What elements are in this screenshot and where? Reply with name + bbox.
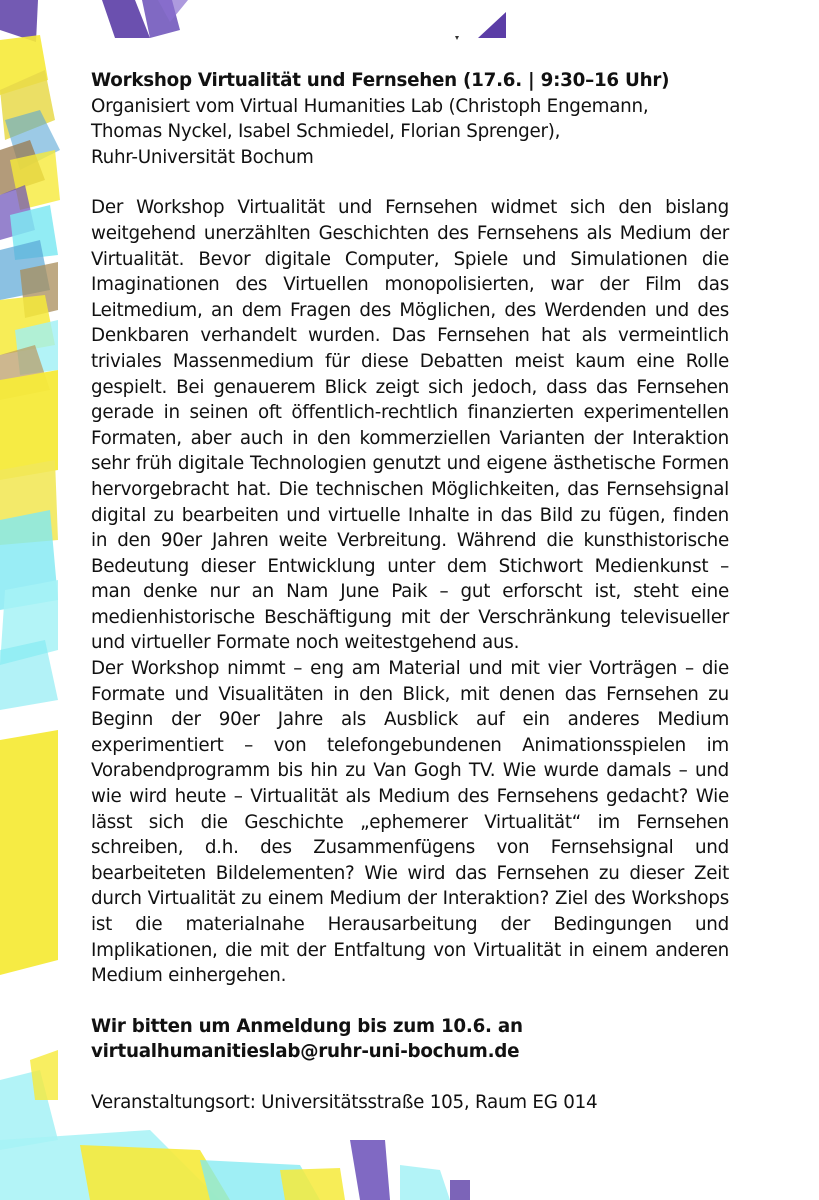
purple-shape xyxy=(350,1140,390,1200)
cyan-shape xyxy=(0,1130,220,1200)
yellow-shape xyxy=(30,1050,58,1100)
yellow-shape xyxy=(0,70,55,140)
yellow-shape xyxy=(0,35,48,95)
cyan-shape xyxy=(400,1165,450,1200)
organizers-line-3: Ruhr-Universität Bochum xyxy=(91,146,314,168)
cyan-shape xyxy=(10,205,58,260)
body-paragraph-2: Der Workshop nimmt – eng am Material und mit vier Vorträgen – die Formate und Visualitäten in den Blick, mit denen das Fernsehen zu Beginn der 90er Jahre als Ausblick auf ein anderes Medium experimentiert – von telefongebundenen Animationsspielen im Vorabendprogramm bis hin zu Van Gogh TV. Wie wurde damals – und wie wird heute – Virtualität als Medium des Fernsehens gedacht? Wie lässt sich die Geschichte „ephemerer Virtualität“ im Fernsehen schreiben, d.h. des Zusammenfügens von Fernsehsignal und bearbeiteten Bildelementen? Wie wird das Fernsehen zu dieser Zeit durch Virtualität zu einem Medium der Interaktion? Ziel des Workshops ist die materialnahe Herausarbeitung der Bedingungen und Implikationen, die mit der Entfaltung von Virtualität in einem anderen Medium einhergehen. xyxy=(91,658,729,987)
brown-shape xyxy=(0,345,50,400)
purple-shape xyxy=(142,0,180,38)
yellow-shape xyxy=(280,1168,345,1200)
cyan-shape xyxy=(0,1070,58,1150)
content-panel xyxy=(91,68,729,1116)
purple-shape xyxy=(158,0,188,22)
yellow-shape xyxy=(0,295,55,355)
purple-shape xyxy=(0,0,38,42)
purple-shape xyxy=(455,36,459,40)
cyan-shape xyxy=(200,1160,320,1200)
blue-shape xyxy=(0,240,50,300)
yellow-shape xyxy=(0,370,58,480)
organizers-line-1: Organisiert vom Virtual Humanities Lab (Christoph Engemann, xyxy=(91,95,649,117)
spacer xyxy=(91,1065,729,1090)
venue-text: Veranstaltungsort: Universitätsstraße 105, Raum EG 014 xyxy=(91,1091,598,1113)
spacer xyxy=(91,989,729,1014)
yellow-shape xyxy=(10,150,60,210)
cyan-shape xyxy=(0,510,58,610)
body-paragraph-1: Der Workshop Virtualität und Fernsehen widmet sich den bislang weitgehend unerzählten Geschichten des Fernsehens als Medium der Virtualität. Bevor digitale Computer, Spiele und Simulationen die Imaginationen des Virtuellen monopolisierten, war der Film das Leitmedium, an dem Fragen des Möglichen, des Werdenden und des Denkbaren verhandelt wurden. Das Fernsehen hat als vermeintlich triviales Massenmedium für diese Debatten meist kaum eine Rolle gespielt. Bei genauerem Blick zeigt sich jedoch, dass das Fernsehen gerade in seinen oft öffentlich-rechtlich finanzierten experimentellen Formaten, aber auch in den kommerziellen Varianten der Interaktion sehr früh digitale Technologien genutzt und eigene ästhetische Formen hervorgebracht hat. Die technischen Möglichkeiten, das Fernsehsignal digital zu bearbeiten und virtuelle Inhalte in das Bild zu fügen, finden in den 90er Jahren weite Verbreitung. Während die kunsthistorische Bedeutung dieser Entwicklung unter dem Stichwort Medienkunst – man denke nur an Nam June Paik – gut erforscht ist, steht eine medienhistorische Beschäftigung mit der Verschränkung televisueller und virtueller Formate noch weitestgehend aus. xyxy=(91,197,729,654)
organizers-line-2: Thomas Nyckel, Isabel Schmiedel, Florian Sprenger), xyxy=(91,121,561,143)
purple-shape xyxy=(450,1180,470,1200)
registration-line: Wir bitten um Anmeldung bis zum 10.6. an xyxy=(91,1015,523,1037)
yellow-shape xyxy=(80,1145,230,1200)
brown-shape xyxy=(20,262,58,318)
registration-email[interactable]: virtualhumanitieslab@ruhr-uni-bochum.de xyxy=(91,1041,520,1063)
yellow-shape xyxy=(0,460,58,545)
yellow-shape xyxy=(0,730,58,975)
blue-shape xyxy=(5,110,60,170)
purple-shape xyxy=(102,0,150,38)
purple-shape xyxy=(0,185,35,240)
cyan-shape xyxy=(0,640,58,710)
cyan-shape xyxy=(0,580,58,665)
workshop-title: Workshop Virtualität und Fernsehen (17.6. | 9:30–16 Uhr) xyxy=(91,70,670,91)
spacer xyxy=(91,170,729,195)
brown-shape xyxy=(0,140,45,195)
purple-shape xyxy=(478,12,506,38)
cyan-shape xyxy=(15,320,58,375)
